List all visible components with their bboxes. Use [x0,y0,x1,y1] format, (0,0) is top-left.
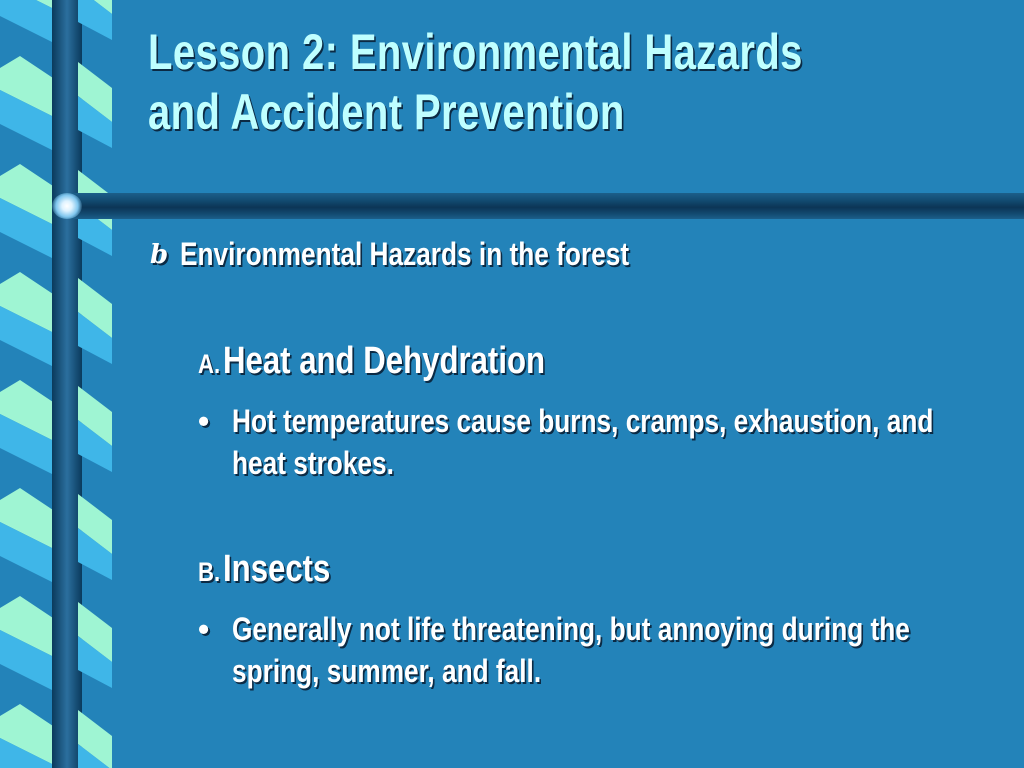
section-b-title: Insects [223,548,331,590]
bullet-dot-icon: • [198,611,210,647]
section-a-title: Heat and Dehydration [223,340,546,382]
bullet-icon: b [150,240,169,270]
title-divider [60,193,1024,219]
section-b-letter: B. [198,557,221,587]
title-line-1: Lesson 2: Environmental Hazards [148,24,803,80]
ribbon-pole [52,0,82,768]
section-a-point [198,400,958,484]
section-a-text: Hot temperatures cause burns, cramps, exhaustion, and heat strokes. [232,403,934,481]
section-a-heading [198,340,616,383]
ribbon-band-blue [0,0,56,44]
slide-title [148,22,836,142]
section-b-heading [198,548,354,591]
section-a-letter: A. [198,349,221,379]
main-bullet-text: Environmental Hazards in the forest [180,236,630,272]
title-line-2: and Accident Prevention [148,84,625,140]
decorative-ribbon [0,0,112,768]
main-bullet [150,232,728,277]
section-b-text: Generally not life threatening, but annoying during the spring, summer, and fall. [232,611,910,689]
divider-knob [52,193,82,219]
bullet-dot-icon: • [198,403,210,439]
section-b-point [198,608,958,692]
